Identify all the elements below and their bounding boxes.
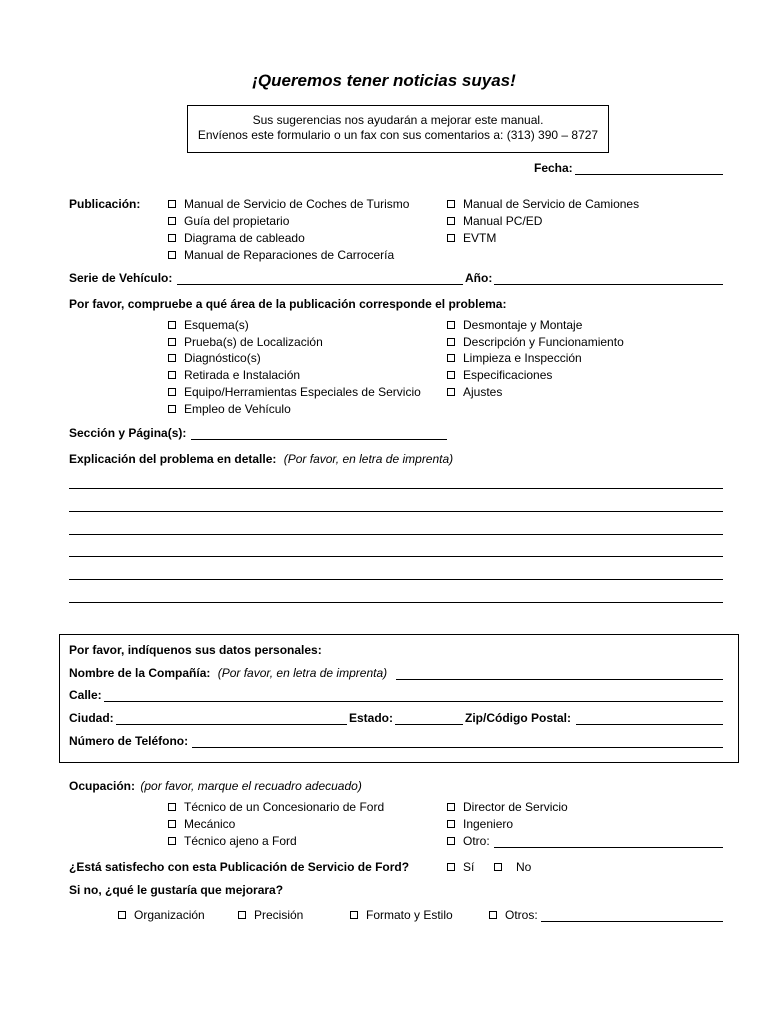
publicacion-option[interactable]: EVTM (447, 231, 496, 245)
telefono-label: Número de Teléfono: (69, 734, 189, 748)
explicacion-line[interactable] (69, 579, 723, 580)
estado-field[interactable] (395, 724, 463, 725)
area-option[interactable]: Equipo/Herramientas Especiales de Servicio (168, 385, 421, 399)
checkbox[interactable] (447, 388, 455, 396)
checkbox[interactable] (447, 217, 455, 225)
ocupacion-option[interactable]: Otro: (447, 834, 490, 848)
checkbox[interactable] (447, 803, 455, 811)
company-label: Nombre de la Compañía: (69, 666, 211, 680)
publicacion-option[interactable]: Manual de Servicio de Coches de Turismo (168, 197, 409, 211)
zip-label: Zip/Código Postal: (465, 711, 571, 725)
ocupacion-option[interactable]: Mecánico (168, 817, 235, 831)
ocupacion-heading (69, 779, 362, 793)
checkbox[interactable] (447, 863, 455, 871)
checkbox[interactable] (168, 338, 176, 346)
checkbox[interactable] (447, 820, 455, 828)
area-option[interactable]: Empleo de Vehículo (168, 402, 291, 416)
checkbox[interactable] (447, 321, 455, 329)
checkbox[interactable] (168, 388, 176, 396)
checkbox[interactable] (447, 338, 455, 346)
publicacion-option[interactable]: Manual de Servicio de Camiones (447, 197, 639, 211)
ciudad-field[interactable] (116, 724, 347, 725)
publicacion-option[interactable]: Manual PC/ED (447, 214, 542, 228)
satisfecho-si-option[interactable]: Sí (447, 860, 474, 874)
ano-label: Año: (465, 271, 493, 285)
checkbox[interactable] (447, 234, 455, 242)
checkbox[interactable] (238, 911, 246, 919)
ciudad-label: Ciudad: (69, 711, 114, 725)
area-option[interactable]: Descripción y Funcionamiento (447, 335, 624, 349)
ocupacion-option[interactable]: Técnico de un Concesionario de Ford (168, 800, 384, 814)
checkbox[interactable] (447, 371, 455, 379)
explicacion-line[interactable] (69, 534, 723, 535)
serie-label: Serie de Vehículo: (69, 271, 173, 285)
satisfecho-label: ¿Está satisfecho con esta Publicación de Servicio de Ford? (69, 860, 410, 874)
publicacion-label: Publicación: (69, 197, 141, 211)
ocupacion-hint: (por favor, marque el recuadro adecuado) (140, 779, 362, 793)
publicacion-option[interactable]: Guía del propietario (168, 214, 289, 228)
seccion-field[interactable] (191, 439, 447, 440)
checkbox[interactable] (168, 803, 176, 811)
mejorar-label: Si no, ¿qué le gustaría que mejorara? (69, 883, 284, 897)
checkbox[interactable] (168, 251, 176, 259)
telefono-field[interactable] (192, 747, 723, 748)
zip-field[interactable] (576, 724, 723, 725)
checkbox[interactable] (168, 837, 176, 845)
serie-field[interactable] (177, 284, 463, 285)
checkbox[interactable] (489, 911, 497, 919)
checkbox[interactable] (168, 820, 176, 828)
explicacion-hint: (Por favor, en letra de imprenta) (283, 452, 454, 466)
checkbox[interactable] (494, 863, 502, 871)
area-option[interactable]: Desmontaje y Montaje (447, 318, 582, 332)
ocupacion-otro-field[interactable] (494, 847, 723, 848)
checkbox[interactable] (168, 371, 176, 379)
explicacion-line[interactable] (69, 602, 723, 603)
page-title: ¡Queremos tener noticias suyas! (252, 71, 516, 90)
area-label: Por favor, compruebe a qué área de la publicación corresponde el problema: (69, 297, 507, 311)
company-hint: (Por favor, en letra de imprenta) (217, 666, 388, 680)
area-option[interactable]: Prueba(s) de Localización (168, 335, 323, 349)
area-option[interactable]: Limpieza e Inspección (447, 351, 582, 365)
intro-line-2: Envíenos este formulario o un fax con sus comentarios a: (313) 390 – 8727 (197, 128, 599, 142)
explicacion-line[interactable] (69, 488, 723, 489)
area-option[interactable]: Diagnóstico(s) (168, 351, 261, 365)
ocupacion-label: Ocupación: (69, 779, 136, 793)
mejorar-option[interactable]: Organización (118, 908, 205, 922)
mejorar-otros-field[interactable] (541, 921, 723, 922)
area-option[interactable]: Retirada e Instalación (168, 368, 300, 382)
calle-field[interactable] (104, 701, 723, 702)
estado-label: Estado: (349, 711, 394, 725)
calle-label: Calle: (69, 688, 102, 702)
checkbox[interactable] (168, 200, 176, 208)
checkbox[interactable] (168, 217, 176, 225)
intro-line-1: Sus sugerencias nos ayudarán a mejorar este manual. (252, 113, 544, 127)
ocupacion-option[interactable]: Director de Servicio (447, 800, 568, 814)
ano-field[interactable] (494, 284, 723, 285)
company-field[interactable] (396, 679, 723, 680)
checkbox[interactable] (350, 911, 358, 919)
explicacion-line[interactable] (69, 511, 723, 512)
checkbox[interactable] (168, 405, 176, 413)
area-option[interactable]: Especificaciones (447, 368, 552, 382)
mejorar-option[interactable]: Formato y Estilo (350, 908, 453, 922)
publicacion-option[interactable]: Manual de Reparaciones de Carrocería (168, 248, 394, 262)
checkbox[interactable] (168, 321, 176, 329)
ocupacion-option[interactable]: Ingeniero (447, 817, 513, 831)
checkbox[interactable] (168, 234, 176, 242)
explicacion-line[interactable] (69, 556, 723, 557)
checkbox[interactable] (447, 837, 455, 845)
satisfecho-no-option[interactable]: No (494, 860, 531, 874)
checkbox[interactable] (447, 354, 455, 362)
explicacion-heading (69, 452, 453, 466)
area-option[interactable]: Ajustes (447, 385, 502, 399)
fecha-label: Fecha: (534, 161, 573, 175)
mejorar-option[interactable]: Precisión (238, 908, 303, 922)
explicacion-label: Explicación del problema en detalle: (69, 452, 277, 466)
checkbox[interactable] (168, 354, 176, 362)
mejorar-option[interactable]: Otros: (489, 908, 538, 922)
fecha-field[interactable] (575, 174, 723, 175)
checkbox[interactable] (447, 200, 455, 208)
company-row (69, 666, 387, 680)
publicacion-option[interactable]: Diagrama de cableado (168, 231, 305, 245)
seccion-label: Sección y Página(s): (69, 426, 187, 440)
checkbox[interactable] (118, 911, 126, 919)
ocupacion-option[interactable]: Técnico ajeno a Ford (168, 834, 297, 848)
personal-heading: Por favor, indíquenos sus datos personales: (69, 643, 322, 657)
area-option[interactable]: Esquema(s) (168, 318, 249, 332)
